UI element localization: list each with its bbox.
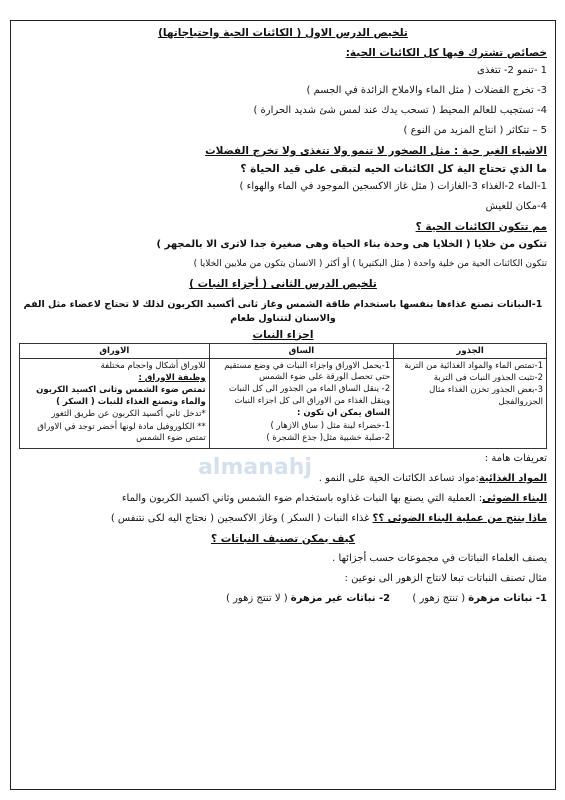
trait-item-4: 5 – تتكاثر ( انتاج المزيد من النوع )	[403, 125, 547, 136]
leaves-item: تمتص ضوء الشمس وثانى اكسيد الكربون والماء وتصنع الغذاء للنبات ( السكر )	[36, 385, 206, 407]
lesson1-title: تلخيص الدرس الاول ( الكائنات الحية واحتياجاتها)	[158, 27, 408, 39]
needs-line-1: 1-الماء 2-الغذاء 3-الغازات ( مثل غاز الاكسجين الموجود في الماء والهواء )	[239, 181, 547, 192]
leaves-item: وظيفة الاوراق :	[138, 372, 206, 383]
cells-line-1: تتكون من خلايا ( الخلايا هى وحدة بناء الحياة وهى صغيرة جدا لاترى الا بالمجهر )	[156, 239, 547, 250]
classify-line-2: مثال تصنف النباتات تبعا لانتاج الزهور الى نوعين :	[344, 572, 547, 584]
roots-cell	[394, 358, 547, 448]
definition-2	[19, 493, 547, 504]
col-stem-header: الساق	[209, 343, 393, 358]
leaves-item: *تدخل ثاني أكسيد الكربون عن طريق الثغور	[51, 409, 206, 420]
col-roots-header: الجذور	[394, 343, 547, 358]
col-leaves-header: الاوراق	[20, 343, 210, 358]
trait-item-3: 4- تستجيب للعالم المحيط ( تسحب يدك عند لمس شئ شديد الحرارة )	[253, 105, 547, 116]
stem-item: 2- ينقل الساق الماء من الجذور الى كل النبات وينقل الغذاء من الاوراق الى كل اجزاء النبات	[228, 384, 391, 406]
nonflowering-text: ( لا تنتج زهور )	[226, 592, 288, 604]
nonflowering-term: 2- نباتات غير مزهرة	[290, 592, 391, 604]
definition-term: ماذا ينتج من عملية البناء الضوئى ؟؟	[372, 512, 547, 524]
shared-traits-heading: خصائص تشترك فيها كل الكائنات الحية:	[345, 47, 547, 59]
classify-question: كيف يمكن تصنيف النباتات ؟	[210, 532, 355, 545]
watermark-logo: almanahj	[198, 455, 312, 480]
stem-item: الساق يمكن ان تكون :	[297, 408, 391, 419]
cells-line-2: تتكون الكائنات الحية من خلية واحدة ( مثل البكتيريا ) أو أكثر ( الانسان يتكون من ملايين الخلايا )	[193, 259, 547, 269]
trait-item-1: 1 -تنمو 2- تتغذى	[477, 65, 547, 76]
needs-question: ما الذي تحتاج الية كل الكائنات الحيه لتبقى على قيد الحياة ؟	[240, 163, 547, 175]
leaves-item: ** الكلوروفيل مادة لونها أخضر توجد في الاوراق تمتص ضوء الشمس	[37, 421, 206, 444]
trait-item-2: 3- تخرج الفضلات ( مثل الماء والاملاح الزائدة في الجسم )	[306, 85, 547, 96]
classify-line-1: يصنف العلماء النباتات في مجموعات حسب أجزائها .	[332, 552, 547, 564]
definition-text: :مواد تساعد الكائنات الحية على النمو .	[318, 472, 479, 484]
stem-item: 2-صلبة خشبية مثل( جذع الشجرة )	[266, 433, 391, 444]
plant-types-line	[19, 593, 547, 604]
stem-item: 1-خضراء لينة مثل ( ساق الازهار )	[270, 420, 391, 431]
definition-1	[19, 473, 547, 484]
plant-parts-table-title: اجزاء النبات	[252, 328, 314, 341]
stem-cell	[209, 358, 393, 448]
plant-parts-table	[19, 343, 547, 449]
flowering-text: ( تنتج زهور )	[412, 592, 466, 604]
definition-3	[19, 513, 547, 524]
definition-term: المواد الغذائية	[478, 472, 547, 484]
roots-item: 3-بعض الجذور تخزن الغذاء مثال الجزروالفجل	[429, 385, 543, 407]
definition-text: : العملية التي يصنع بها النبات غذاوه باستخدام ضوء الشمس وثاني اكسيد الكربون والماء	[121, 492, 483, 504]
roots-item: 1-تمتص الماء والمواد الغذائية من التربة	[404, 360, 543, 371]
flowering-term: 1- نباتات مزهرة	[468, 592, 547, 604]
definition-text: غذاء النبات ( السكر ) وغاز الاكسجين ( نحتاج اليه لكى نتنفس )	[110, 512, 370, 524]
leaves-item: للاوراق أشكال واحجام مختلفة	[100, 360, 206, 371]
lesson2-title: تلخيص الدرس الثانى ( أجزاء النبات )	[189, 278, 377, 290]
plants-intro: 1-النباتات تصنع غذاءها بنفسها باستخدام طاقة الشمس وغاز ثانى أكسيد الكربون لذلك لا تحتاج لاعضاء مثل الفم والاسنان لتتناول طعام	[23, 299, 543, 325]
needs-line-2: 4-مكان للعيش	[485, 201, 547, 212]
definitions-label: تعريفات هامة :	[484, 452, 547, 464]
document-page	[10, 20, 556, 790]
cells-question: مم تتكون الكائنات الحية ؟	[415, 221, 547, 233]
leaves-cell	[20, 358, 210, 448]
definition-term: البناء الضوئى	[482, 492, 547, 504]
stem-item: 1-يحمل الاوراق واجزاء النبات في وضع مستقيم حتى تحصل الورقة على ضوء الشمس	[224, 360, 391, 382]
roots-item: 2-تثبت الجذور النبات فى التربة	[433, 372, 543, 383]
nonliving-line: الاشياء الغير حية : مثل الصخور لا تنمو ولا تتغذى ولا تخرج الفضلات	[205, 145, 547, 157]
